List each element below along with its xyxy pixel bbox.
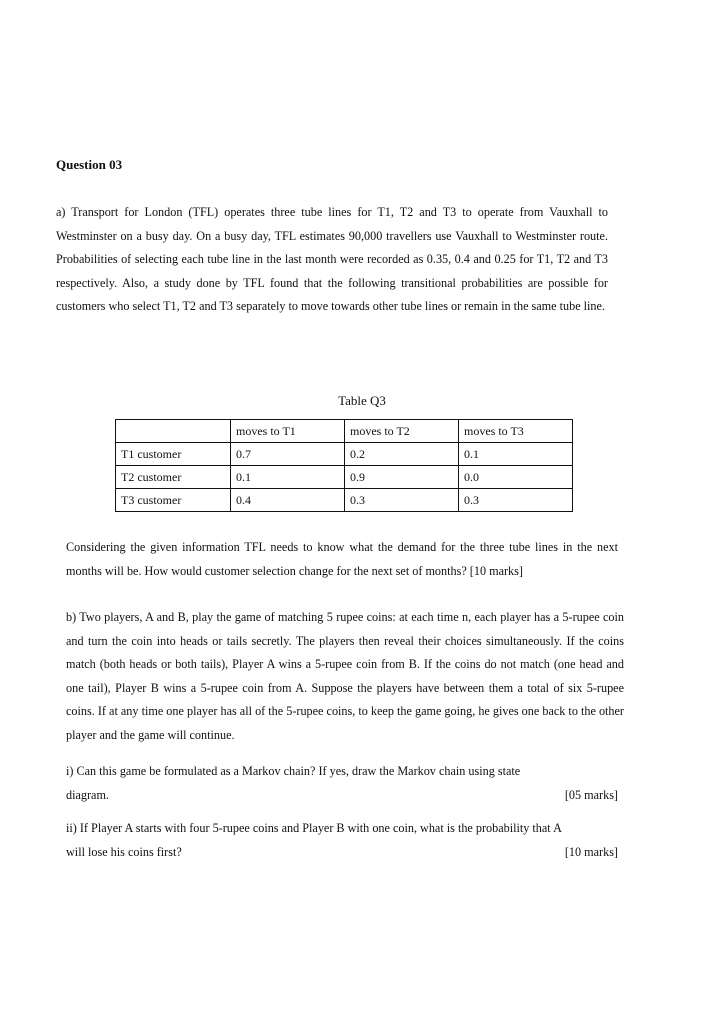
table-cell: 0.3 xyxy=(345,489,459,512)
table-row xyxy=(116,489,573,512)
table-cell: 0.9 xyxy=(345,466,459,489)
table-header-cell xyxy=(116,420,231,443)
sub-question-ii-marks: [10 marks] xyxy=(564,845,618,859)
table-cell: 0.4 xyxy=(231,489,345,512)
table-cell: 0.3 xyxy=(459,489,573,512)
sub-question-ii xyxy=(66,816,618,864)
sub-question-i-marks: [05 marks] xyxy=(564,788,618,802)
table-cell: 0.1 xyxy=(459,443,573,466)
table-row-label: T1 customer xyxy=(116,443,231,466)
sub-question-i-line1: i) Can this game be formulated as a Markov chain? If yes, draw the Markov chain using state xyxy=(66,764,521,778)
table-header-row xyxy=(116,420,573,443)
question-heading: Question 03 xyxy=(56,157,123,172)
table-row-label: T3 customer xyxy=(116,489,231,512)
part-a-question: Considering the given information TFL needs to know what the demand for the three tube lines in the next months will be. How would customer selection change for the next set of months? [10 marks] xyxy=(66,540,618,578)
table-header-cell: moves to T3 xyxy=(459,420,573,443)
table-row xyxy=(116,443,573,466)
transition-table xyxy=(115,419,573,512)
table-row-label: T2 customer xyxy=(116,466,231,489)
table-row xyxy=(116,466,573,489)
table-caption: Table Q3 xyxy=(338,393,386,408)
sub-question-ii-line2: will lose his coins first? xyxy=(66,845,182,859)
table-cell: 0.0 xyxy=(459,466,573,489)
table-cell: 0.7 xyxy=(231,443,345,466)
table-cell: 0.2 xyxy=(345,443,459,466)
sub-question-i xyxy=(66,759,618,807)
table-header-cell: moves to T2 xyxy=(345,420,459,443)
part-a-text: a) Transport for London (TFL) operates three tube lines for T1, T2 and T3 to operate from Vauxhall to Westminster on a busy day. On a busy day, TFL estimates 90,000 travellers use Vauxhall to Westminster route. Probabilities of selecting each tube line in the last month were recorded as 0.35, 0.4 and 0.25 for T1, T2 and T3 respectively. Also, a study done by TFL found that the following transitional probabilities are possible for customers who select T1, T2 and T3 separately to move towards other tube lines or remain in the same tube line. xyxy=(56,205,608,314)
table-cell: 0.1 xyxy=(231,466,345,489)
table-header-cell: moves to T1 xyxy=(231,420,345,443)
part-b-text: b) Two players, A and B, play the game of matching 5 rupee coins: at each time n, each player has a 5-rupee coin and turn the coin into heads or tails secretly. The players then reveal their choices simultaneously. If the coins match (both heads or both tails), Player A wins a 5-rupee coin from B. If the coins do not match (one head and one tail), Player B wins a 5-rupee coin from A. Suppose the players have between them a total of six 5-rupee coins. If at any time one player has all of the 5-rupee coins, to keep the game going, he gives one back to the other player and the game will continue. xyxy=(66,610,624,742)
sub-question-i-line2: diagram. xyxy=(66,788,109,802)
sub-question-ii-line1: ii) If Player A starts with four 5-rupee coins and Player B with one coin, what is the probability that A xyxy=(66,821,562,835)
